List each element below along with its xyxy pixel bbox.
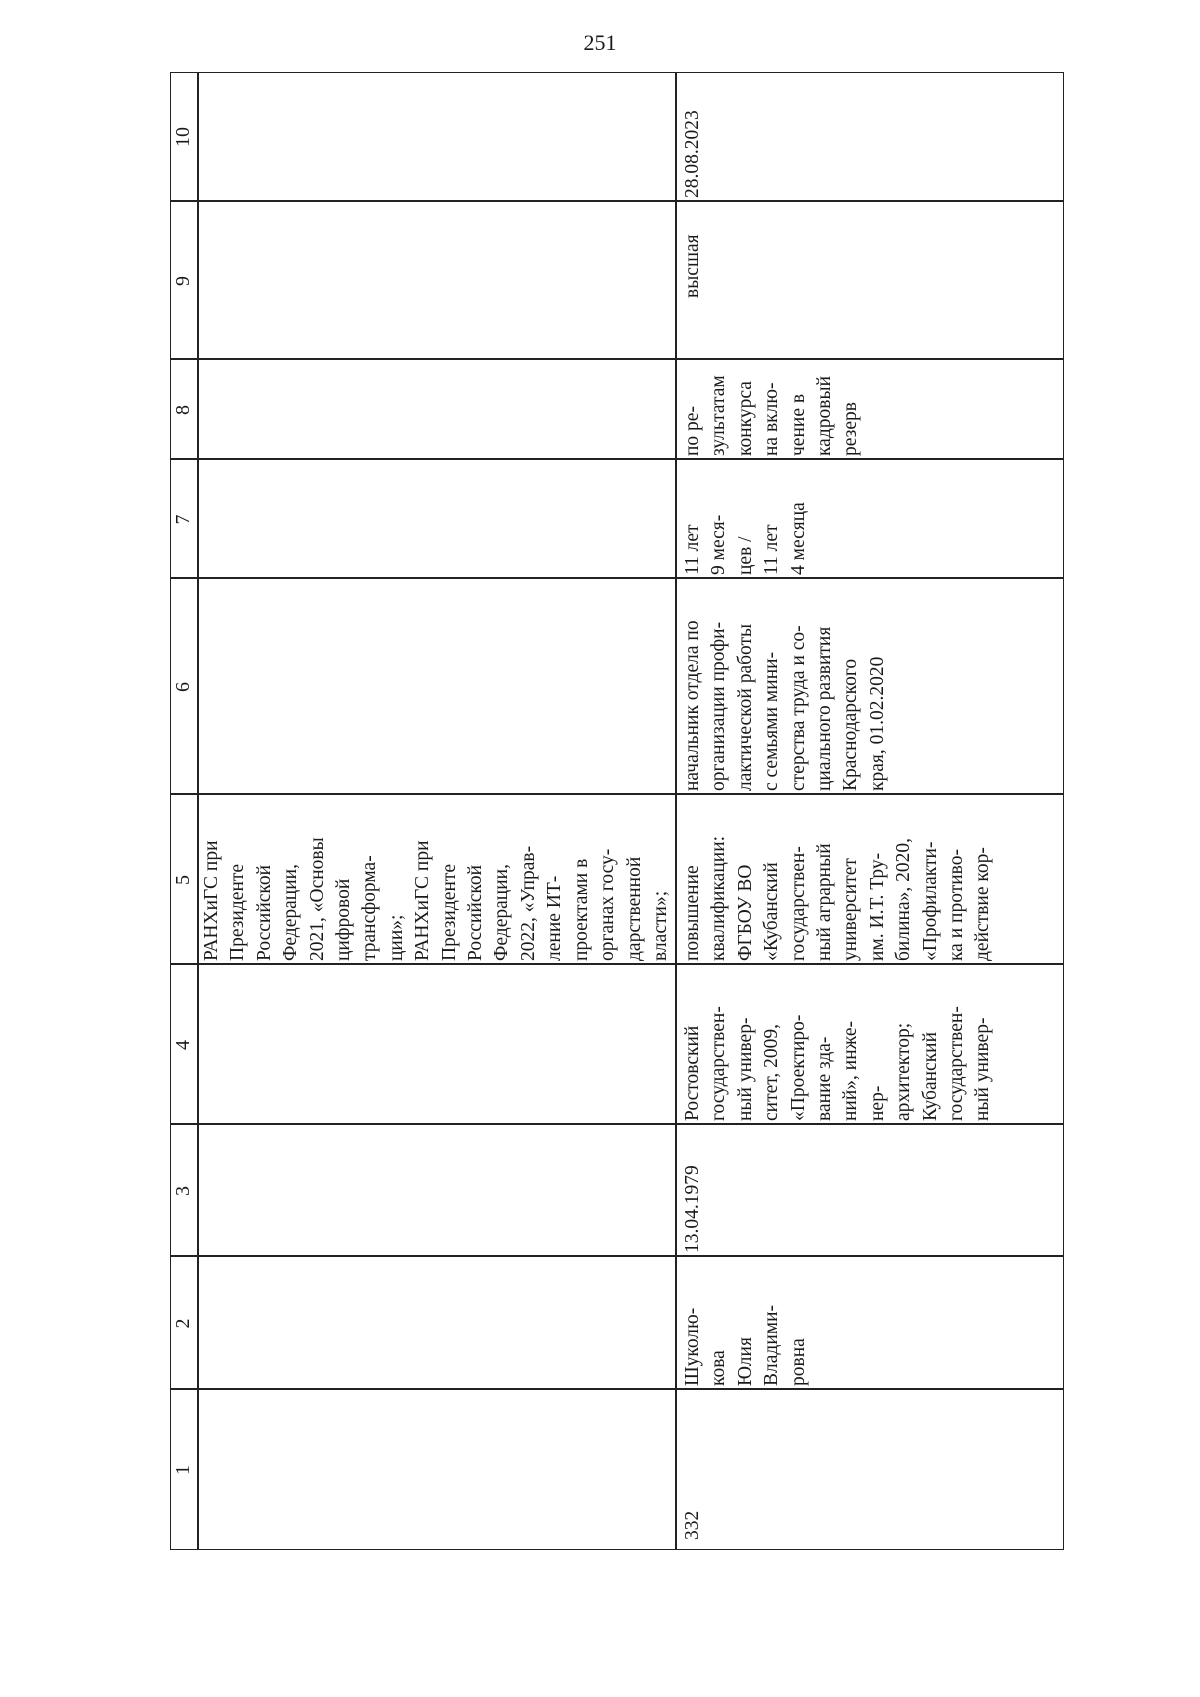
header-col-3: 3 [172,1186,194,1196]
col-separator [170,200,1064,202]
row-separator [675,72,677,1550]
record-experience-cell: 11 лет 9 меся- цев / 11 лет 4 месяца [682,502,809,575]
header-col-1: 1 [172,1465,194,1475]
record-birthdate-cell: 13.04.1979 [682,1165,703,1253]
header-col-6: 6 [172,682,194,692]
col-separator [170,458,1064,460]
record-qualification-cell: повышение квалификации: ФГБОУ ВО «Кубанский государствен- ный аграрный университет им. И.Т. Тру- билина», 2020, «Профилакти- ка и противо- действие кор- [682,835,994,961]
col-separator [170,1255,1064,1257]
col-separator [170,963,1064,965]
record-position-cell: начальник отдела по организации профи- лактической работы с семьями мини- стерства труда и со- циального развития Краснодарского края, 01.02.2020 [682,620,888,791]
record-basis-cell: по ре- зультатам конкурса на вклю- чение в кадровый резерв [682,375,862,456]
header-col-9: 9 [172,276,194,286]
col-separator [170,1123,1064,1125]
header-col-4: 4 [172,1040,194,1050]
col-separator [170,1388,1064,1390]
col-separator [170,577,1064,579]
record-date-cell: 28.08.2023 [682,110,703,198]
col-separator [170,358,1064,360]
header-col-5: 5 [172,875,194,885]
continuation-cell-col-5: РАНХиГС при Президенте Российской Федерации, 2021, «Основы цифровой трансформа- ции»; РАНХиГС при Президенте Российской Федерации, 2022, «Управ- ление ИТ- проектами в органах госу- дарственной власти»; [201,837,671,961]
header-col-2: 2 [172,1318,194,1329]
col-separator [170,793,1064,795]
header-col-7: 7 [172,514,194,525]
record-fio-cell: Шуколю- кова Юлия Владими- ровна [682,1304,809,1386]
header-col-10: 10 [172,127,194,147]
table-rotated [170,72,1064,1550]
record-number-cell: 332 [682,1510,703,1540]
record-education-cell: Ростовский государствен- ный универ- ситет, 2009, «Проектиро- вание зда- ний», инже- нер- архитектор; Кубанский государствен- ный универ- [682,1006,994,1121]
page-number: 251 [583,30,617,55]
header-col-8: 8 [172,405,194,415]
record-category-cell: высшая [682,234,703,298]
